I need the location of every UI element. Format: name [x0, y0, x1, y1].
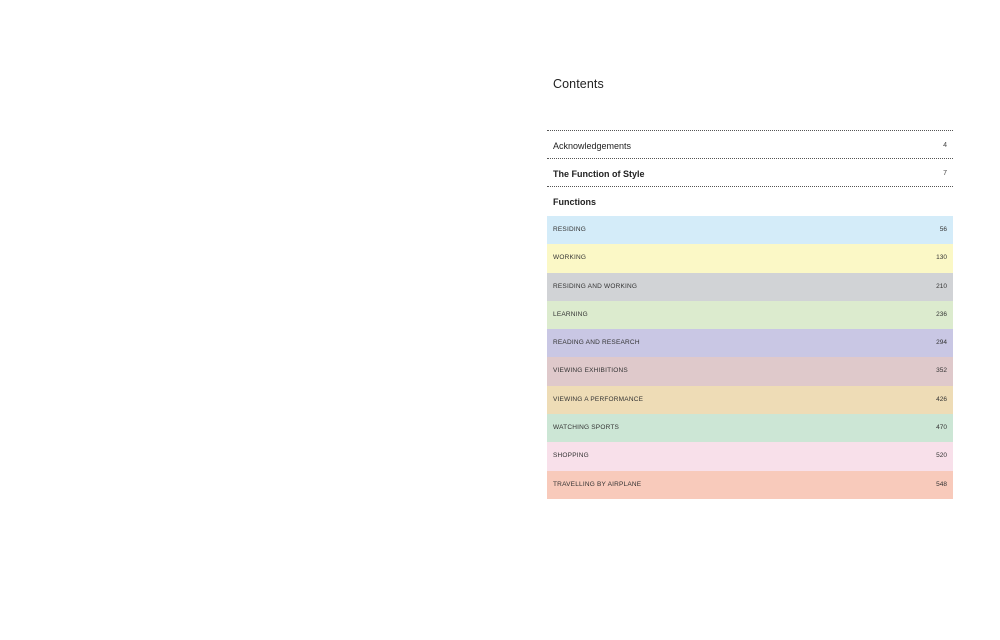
function-page: 470 — [936, 424, 947, 432]
function-label: READING AND RESEARCH — [553, 339, 640, 347]
function-row-residing-and-working[interactable] — [547, 273, 953, 301]
function-label: SHOPPING — [553, 452, 589, 460]
section-label: Functions — [553, 197, 596, 207]
function-label: WATCHING SPORTS — [553, 424, 620, 432]
toc-entry-function-of-style[interactable] — [547, 158, 953, 186]
function-label: TRAVELLING BY AIRPLANE — [553, 480, 642, 488]
function-row-travelling-by-airplane[interactable] — [547, 471, 953, 499]
function-label: RESIDING AND WORKING — [553, 282, 638, 290]
table-of-contents — [547, 130, 953, 499]
function-page: 294 — [936, 339, 947, 347]
function-page: 236 — [936, 310, 947, 318]
function-row-working[interactable] — [547, 244, 953, 272]
function-row-shopping[interactable] — [547, 442, 953, 470]
function-row-residing[interactable] — [547, 216, 953, 244]
function-row-viewing-a-performance[interactable] — [547, 386, 953, 414]
function-page: 130 — [936, 254, 947, 262]
function-page: 520 — [936, 452, 947, 460]
toc-entry-page: 4 — [943, 142, 947, 149]
function-page: 56 — [939, 226, 947, 233]
function-label: VIEWING EXHIBITIONS — [553, 367, 628, 375]
function-row-reading-and-research[interactable] — [547, 329, 953, 357]
toc-section-functions — [547, 186, 953, 216]
function-page: 426 — [936, 395, 947, 403]
function-label: RESIDING — [553, 226, 587, 233]
function-page: 548 — [936, 480, 947, 488]
toc-entry-page: 7 — [943, 170, 947, 177]
function-label: VIEWING A PERFORMANCE — [553, 395, 644, 403]
toc-entry-label: The Function of Style — [553, 169, 645, 179]
function-label: LEARNING — [553, 310, 588, 318]
function-page: 352 — [936, 367, 947, 375]
toc-entry-label: Acknowledgements — [553, 141, 632, 151]
function-row-watching-sports[interactable] — [547, 414, 953, 442]
contents-title: Contents — [553, 77, 604, 91]
function-row-viewing-exhibitions[interactable] — [547, 357, 953, 385]
function-row-learning[interactable] — [547, 301, 953, 329]
function-label: WORKING — [553, 254, 587, 262]
function-page: 210 — [936, 282, 947, 290]
toc-entry-acknowledgements[interactable] — [547, 130, 953, 158]
